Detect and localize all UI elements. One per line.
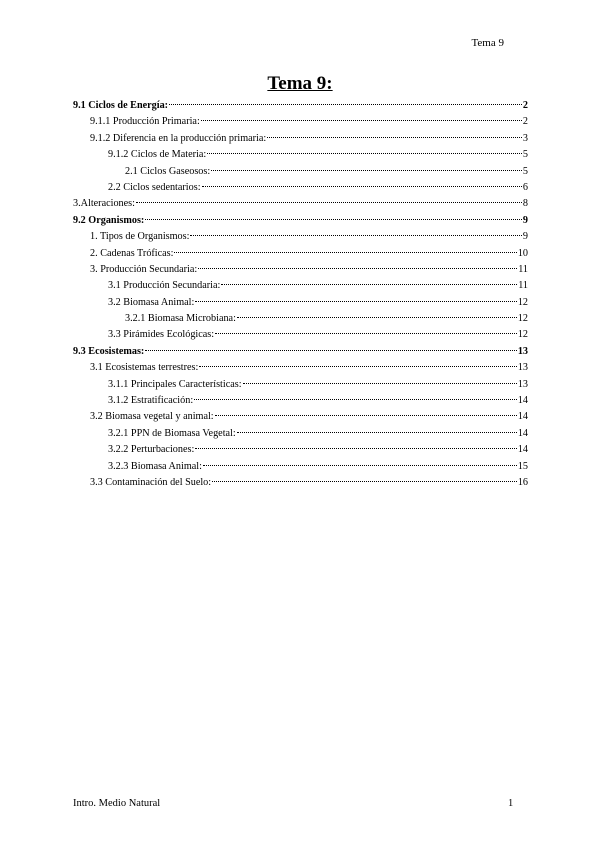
- toc-dot-leader: [195, 301, 517, 302]
- toc-entry-page: 11: [518, 263, 528, 275]
- toc-entry-page: 9: [522, 214, 528, 226]
- toc-dot-leader: [215, 333, 517, 334]
- toc-dot-leader: [145, 219, 522, 220]
- toc-dot-leader: [136, 202, 522, 203]
- toc-dot-leader: [267, 137, 522, 138]
- toc-dot-leader: [174, 252, 516, 253]
- toc-entry-title: 3.3 Pirámides Ecológicas:: [108, 329, 215, 341]
- toc-entry[interactable]: [73, 360, 528, 376]
- toc-entry-page: 13: [517, 362, 528, 374]
- toc-entry[interactable]: [73, 409, 528, 425]
- toc-dot-leader: [199, 366, 516, 367]
- toc-entry[interactable]: [73, 213, 528, 229]
- toc-entry-title: 3. Producción Secundaria:: [90, 263, 198, 275]
- toc-dot-leader: [215, 415, 517, 416]
- toc-dot-leader: [207, 153, 522, 154]
- toc-entry-page: 9: [522, 231, 528, 243]
- toc-entry-page: 5: [522, 149, 528, 161]
- toc-entry[interactable]: [73, 475, 528, 491]
- toc-entry-title: 3.2.3 Biomasa Animal:: [108, 460, 202, 472]
- toc-entry-title: 3.2 Biomasa vegetal y animal:: [90, 411, 214, 423]
- toc-entry-page: 15: [517, 460, 528, 472]
- toc-entry[interactable]: [73, 164, 528, 180]
- toc-entry[interactable]: [73, 262, 528, 278]
- footer-page-number: 1: [508, 798, 514, 809]
- toc-entry-page: 3: [522, 132, 528, 144]
- toc-entry-title: 3.1 Producción Secundaria:: [108, 280, 221, 292]
- toc-entry-title: 3.1.2 Estratificación:: [108, 395, 194, 407]
- toc-entry-title: 3.2.1 Biomasa Microbiana:: [125, 313, 236, 325]
- toc-entry-title: 3.3 Contaminación del Suelo:: [90, 476, 212, 488]
- toc-entry-title: 1. Tipos de Organismos:: [90, 231, 190, 243]
- running-header: Tema 9: [471, 37, 504, 49]
- toc-dot-leader: [221, 284, 517, 285]
- toc-entry-title: 3.1.1 Principales Características:: [108, 378, 242, 390]
- toc-entry-page: 14: [517, 395, 528, 407]
- toc-entry[interactable]: [73, 295, 528, 311]
- toc-entry-title: 3.Alteraciones:: [73, 198, 135, 210]
- toc-dot-leader: [212, 481, 517, 482]
- toc-entry-title: 3.2.2 Perturbaciones:: [108, 444, 195, 456]
- toc-entry[interactable]: [73, 311, 528, 327]
- toc-entry-title: 3.1 Ecosistemas terrestres:: [90, 362, 199, 374]
- toc-entry-title: 9.1.1 Producción Primaria:: [90, 116, 200, 128]
- toc-entry-title: 9.2 Organismos:: [73, 214, 145, 226]
- toc-dot-leader: [169, 104, 522, 105]
- toc-entry-page: 16: [517, 476, 528, 488]
- toc-entry-page: 8: [522, 198, 528, 210]
- toc-dot-leader: [198, 268, 517, 269]
- toc-entry-title: 9.1.2 Diferencia en la producción primaria:: [90, 132, 267, 144]
- toc-entry-page: 14: [517, 427, 528, 439]
- toc-entry[interactable]: [73, 393, 528, 409]
- toc-entry[interactable]: [73, 278, 528, 294]
- toc-entry[interactable]: [73, 229, 528, 245]
- toc-entry-title: 3.2.1 PPN de Biomasa Vegetal:: [108, 427, 236, 439]
- toc-entry[interactable]: [73, 459, 528, 475]
- toc-entry[interactable]: [73, 377, 528, 393]
- toc-entry[interactable]: [73, 147, 528, 163]
- toc-entry-page: 5: [522, 165, 528, 177]
- toc-entry-title: 9.1.2 Ciclos de Materia:: [108, 149, 207, 161]
- toc-entry[interactable]: [73, 246, 528, 262]
- toc-entry-title: 2.2 Ciclos sedentarios:: [108, 181, 201, 193]
- toc-entry[interactable]: [73, 327, 528, 343]
- toc-dot-leader: [201, 120, 522, 121]
- footer-course-name: Intro. Medio Natural: [73, 798, 161, 809]
- toc-entry-page: 2: [522, 116, 528, 128]
- toc-dot-leader: [194, 399, 517, 400]
- toc-dot-leader: [243, 383, 517, 384]
- toc-dot-leader: [195, 448, 517, 449]
- toc-entry[interactable]: [73, 114, 528, 130]
- toc-dot-leader: [190, 235, 521, 236]
- toc-entry[interactable]: [73, 196, 528, 212]
- toc-entry-title: 9.3 Ecosistemas:: [73, 345, 145, 357]
- document-title: Tema 9:: [267, 73, 333, 94]
- toc-entry-title: 2. Cadenas Tróficas:: [90, 247, 174, 259]
- toc-entry[interactable]: [73, 426, 528, 442]
- toc-entry-title: 2.1 Ciclos Gaseosos:: [125, 165, 211, 177]
- toc-entry-page: 13: [517, 345, 528, 357]
- toc-entry-page: 12: [517, 296, 528, 308]
- toc-entry-page: 2: [522, 100, 528, 111]
- toc-dot-leader: [145, 350, 517, 351]
- toc-entry-page: 11: [518, 280, 528, 292]
- table-of-contents: [73, 98, 528, 491]
- toc-entry-page: 14: [517, 444, 528, 456]
- toc-entry-page: 12: [517, 329, 528, 341]
- toc-entry[interactable]: [73, 344, 528, 360]
- toc-dot-leader: [237, 317, 517, 318]
- toc-dot-leader: [211, 170, 522, 171]
- toc-entry-page: 13: [517, 378, 528, 390]
- toc-dot-leader: [202, 186, 522, 187]
- toc-entry[interactable]: [73, 180, 528, 196]
- toc-entry[interactable]: [73, 131, 528, 147]
- toc-dot-leader: [237, 432, 517, 433]
- toc-entry-page: 12: [517, 313, 528, 325]
- toc-entry-page: 6: [522, 181, 528, 193]
- toc-entry-page: 14: [517, 411, 528, 423]
- toc-entry-page: 10: [517, 247, 528, 259]
- toc-entry[interactable]: [73, 442, 528, 458]
- toc-dot-leader: [203, 465, 517, 466]
- toc-entry-title: 9.1 Ciclos de Energía:: [73, 100, 169, 111]
- toc-entry[interactable]: [73, 98, 528, 114]
- toc-entry-title: 3.2 Biomasa Animal:: [108, 296, 195, 308]
